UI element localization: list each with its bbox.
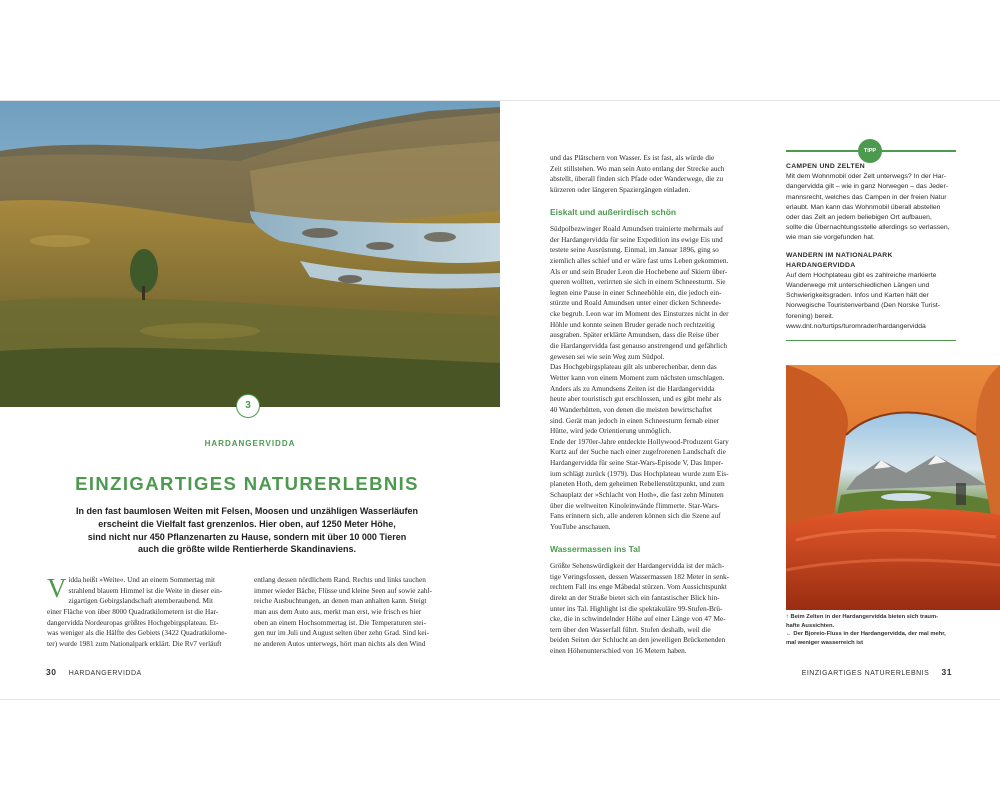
body-line: Als er und sein Bruder Leon die Hochebene auf Skiern über- bbox=[550, 266, 728, 276]
tipp-divider bbox=[786, 340, 956, 341]
body-line: die Hardangervidda fast genauso anstrengend und gefährlich bbox=[550, 341, 728, 351]
tipp-box bbox=[786, 162, 956, 347]
body-line: entlang dessen nördlichem Rand. Rechts und links tauchen bbox=[254, 575, 426, 584]
landscape-photo bbox=[0, 101, 500, 407]
body-line: ium schlägt zurück (1979). Das Hochplateau wurde zum Eis- bbox=[550, 468, 729, 478]
body-line: idda heißt »Weite«. Und an einem Sommertag mit bbox=[68, 575, 216, 584]
tipp-line: Schwierigkeitsgraden. Infos und Karten hält der bbox=[786, 292, 929, 300]
article-headline: EINZIGARTIGES NATURERLEBNIS bbox=[75, 473, 419, 494]
page-number: 31 bbox=[941, 667, 952, 677]
page-footer-right bbox=[802, 667, 952, 677]
body-line: kürzeren oder längeren Spaziergängen einladen. bbox=[550, 184, 691, 194]
intro-line: auch die größte wilde Rentierherde Skandinaviens. bbox=[137, 544, 357, 555]
body-column-2 bbox=[254, 575, 450, 649]
body-line: ziemlich alles schief und er wäre fast ums Leben gekommen. bbox=[550, 255, 729, 265]
body-line: zigartigen Gebirgslandschaft atemberaubend. Mit bbox=[68, 596, 214, 606]
body-line: heute aber touristisch gut erschlossen, und es gibt mehr als bbox=[550, 394, 722, 404]
body-line: ter) wurde 1981 zum Nationalpark erklärt. Die Rv7 verläuft bbox=[47, 638, 222, 648]
tipp-line: erlaubt. Man kann das Wohnmobil überall abstellen bbox=[786, 203, 941, 211]
tipp-line: wie man sie vorgefunden hat. bbox=[786, 234, 875, 242]
tipp-badge: TIPP bbox=[858, 139, 882, 163]
body-line: Hütte, wird jede Orientierung unmöglich. bbox=[550, 426, 672, 436]
page-number: 30 bbox=[46, 667, 57, 677]
body-line: Südpolbezwinger Roald Amundsen trainierte mehrmals auf bbox=[550, 223, 724, 233]
body-line: reiche Ausbuchtungen, an denen man anhalten kann. Steigt bbox=[254, 596, 427, 606]
page-footer-left bbox=[46, 667, 142, 677]
body-line: strahlend blauem Himmel ist die Weite in dieser ein- bbox=[68, 585, 223, 595]
tent-photo bbox=[786, 365, 1000, 610]
body-line: gewesen sei wie sein Weg zum Südpol. bbox=[550, 351, 665, 361]
subheading: Eiskalt und außerirdisch schön bbox=[550, 206, 677, 217]
tipp-url: www.dnt.no/turtips/turomrader/hardangervidda bbox=[786, 322, 926, 330]
body-line: gen nur im Juli und August selten über zehn Grad. Sind kei- bbox=[254, 628, 430, 638]
body-line: dangervidda Nordeuropas größtes Hochgebirgsplateau. Et- bbox=[47, 617, 219, 627]
body-line: tige Vøringsfossen, dessen Wassermassen 182 Meter in senk- bbox=[550, 571, 730, 581]
body-line: tern über den Wasserfall führt. Stufen deshalb, weil die bbox=[550, 624, 711, 634]
body-line: planeten Hoth, dem geheimen Rebellenstützpunkt, und zum bbox=[550, 479, 725, 489]
caption-line: mal weniger wasserreich ist bbox=[786, 640, 864, 647]
running-title: EINZIGARTIGES NATURERLEBNIS bbox=[801, 670, 930, 677]
subheading: Wassermassen ins Tal bbox=[550, 543, 641, 554]
body-line: stürzte und Roald Amundsen unter einer dicken Schneede- bbox=[550, 298, 722, 308]
drop-cap: V bbox=[47, 573, 67, 603]
body-line: Größte Sehenswürdigkeit der Hardangervidda ist der mäch- bbox=[550, 560, 725, 570]
body-line: Schauplatz der »Schlacht von Hoth«, die fast zehn Minuten bbox=[550, 489, 724, 499]
intro-line: sind nicht nur 450 Pflanzenarten zu Hause, sondern mit über 10 000 Tieren bbox=[87, 531, 407, 542]
landscape-illustration bbox=[0, 101, 500, 407]
caption-line: hafte Aussichten. bbox=[786, 622, 835, 629]
body-line: Wetter kann von einem Moment zum nächsten umschlagen. bbox=[550, 372, 725, 382]
body-line: Hardangervidda für seine Star-Wars-Episode V, Das Imper- bbox=[550, 458, 724, 468]
body-line: der Hardangervidda für seine Expedition ins ewige Eis und bbox=[550, 234, 723, 244]
body-line: man aus dem Auto aus, merkt man erst, wie frisch es hier bbox=[254, 606, 422, 616]
body-line: abstellt, überall finden sich Pfade oder Wanderwege, die zu bbox=[550, 174, 724, 184]
body-line: cke, die in schwindelnder Höhe auf einer Länge von 47 Me- bbox=[550, 614, 726, 624]
body-line: cke begrub. Leon war im Moment des Einsturzes nicht in der bbox=[550, 309, 729, 319]
tipp-line: Auf dem Hochplateau gibt es zahlreiche markierte bbox=[786, 271, 937, 279]
body-line: rechtem Fall ins enge Måbødal stürzen. Vom Aussichtspunkt bbox=[550, 582, 727, 592]
tipp-title: WANDERN IM NATIONALPARK bbox=[786, 251, 893, 259]
tipp-line: oder das Zelt an jedem beliebigen Ort aufbauen, bbox=[786, 213, 932, 221]
body-column-3 bbox=[550, 153, 741, 657]
tipp-title: CAMPEN UND ZELTEN bbox=[786, 163, 865, 170]
tipp-line: mannsrecht, welches das Campen in der freien Natur bbox=[786, 193, 947, 201]
body-line: oben an einem Hochsommertag ist. Die Temperaturen stei- bbox=[254, 617, 426, 627]
caption-line: ← Der Bjoreio-Fluss in der Hardangervidda, der mal mehr, bbox=[786, 631, 946, 638]
tipp-line: sollte die Übernachtungsstelle allerdings so verlassen, bbox=[786, 224, 950, 232]
intro-paragraph bbox=[72, 505, 422, 556]
body-line: über die weltweiten Kinoleinwände flimmerte. Star-Wars- bbox=[550, 500, 720, 510]
intro-line: In den fast baumlosen Weiten mit Felsen, Moosen und unzähligen Wasserläufen bbox=[75, 506, 419, 516]
body-line: Zeit stillstehen. Wo man sein Auto entlang der Strecke auch bbox=[550, 163, 725, 173]
section-kicker: HARDANGERVIDDA bbox=[204, 439, 296, 448]
tipp-line: Norwegische Touristenverband (Den Norske Turist- bbox=[786, 302, 941, 310]
body-line: YouTube anschauen. bbox=[550, 521, 611, 531]
body-line: Anders als zu Amundsens Zeiten ist die Hardangervidda bbox=[550, 383, 715, 393]
body-line: ne anderen Autos unterwegs, hört man nichts als den Wind bbox=[254, 638, 426, 648]
tipp-line: forening) bereit. bbox=[786, 312, 834, 320]
intro-line: erscheint die Vielfalt fast grenzenlos. Hier oben, auf 1250 Meter Höhe, bbox=[98, 518, 396, 529]
body-line: und das Plätschern von Wasser. Es ist fast, als würde die bbox=[550, 153, 715, 162]
body-line: Fans erinnern sich, alle anderen können sich die Szene auf bbox=[550, 511, 721, 521]
body-line: 40 Wanderhütten, von denen die meisten bewirtschaftet bbox=[550, 404, 712, 414]
body-line: queren wollten, verirrten sie sich in einem Schneesturm. Sie bbox=[550, 277, 726, 287]
body-column-1 bbox=[47, 575, 240, 649]
body-line: Ende der 1970er-Jahre entdeckte Hollywood-Produzent Gary bbox=[550, 436, 729, 446]
body-line: sind. Gerät man jedoch in einen Schneesturm fernab einer bbox=[550, 415, 720, 425]
tipp-line: dangervidda gilt – wie in ganz Norwegen – das Jeder- bbox=[786, 183, 949, 191]
body-line: unter ins Tal. Highlight ist die spektakuläre 99-Stufen-Brü- bbox=[550, 603, 723, 613]
body-line: einen Höhenunterschied von 16 Metern haben. bbox=[550, 646, 687, 656]
body-line: direkt an der Straße bietet sich ein fantastischer Blick hin- bbox=[550, 592, 720, 602]
body-line: was weniger als die Hälfte des Gebiets (3422 Quadratkilome- bbox=[47, 628, 227, 638]
running-title: HARDANGERVIDDA bbox=[68, 670, 142, 677]
body-line: beiden Seiten der Schlucht an den jeweiligen Brückenenden bbox=[550, 635, 726, 645]
body-line: Höhle und konnte seinen Bruder gerade noch rechtzeitig bbox=[550, 319, 715, 329]
tent-illustration bbox=[786, 365, 1000, 610]
body-line: immer wieder Bäche, Flüsse und kleine Seen auf sowie zahl- bbox=[254, 585, 432, 595]
caption-line: ↑ Beim Zelten in der Hardangervidda bieten sich traum- bbox=[786, 614, 939, 620]
book-spread bbox=[0, 100, 1000, 700]
photo-captions bbox=[786, 613, 956, 648]
body-line: ausgraben. Später erklärte Amundsen, dass die Reise über bbox=[550, 330, 719, 340]
body-line: einer Fläche von über 8000 Quadratkilometern ist die Har- bbox=[47, 606, 219, 616]
tipp-title: HARDANGERVIDDA bbox=[786, 261, 856, 269]
body-line: Das Hochgebirgsplateau gilt als unberechenbar, denn das bbox=[550, 362, 717, 372]
tipp-line: Wanderwege mit unterschiedlichen Längen und bbox=[786, 282, 930, 290]
body-line: testete seine Ausrüstung. Einmal, im Januar 1896, ging so bbox=[550, 245, 719, 255]
body-line: Kurtz auf der Suche nach einer zugefrorenen Landschaft die bbox=[550, 447, 726, 457]
chapter-number-badge: 3 bbox=[236, 394, 260, 418]
body-line: legten eine Pause in einer Schneehöhle ein, die jedoch ein- bbox=[550, 287, 722, 297]
tipp-line: Mit dem Wohnmobil oder Zelt unterwegs? In der Har- bbox=[786, 173, 947, 181]
